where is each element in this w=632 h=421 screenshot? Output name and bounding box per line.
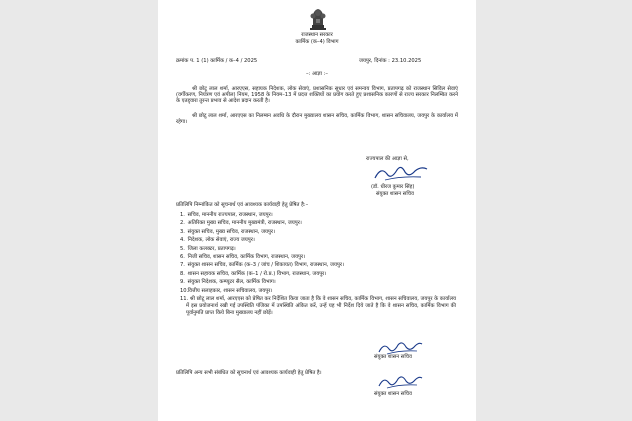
place-date: जयपुर, दिनांक : 23.10.2025 [359,58,422,64]
state-emblem-icon [304,5,332,31]
list-item: 11. श्री छोटू लाल शर्मा, आरएएस को प्रेषित कर निर्देशित किया जाता है कि वे शासन सचिव, कार्मिक विभाग, शासन सचिवालय, जयपुर के कार्यालय में इस प्रयोजनार्थ रखी गई उपस्थिति पंजिका में उपस्थिति अंकित करें, उन्हें यह भी निर्देश दिये जाते है कि वे शासन सचिव, कार्मिक विभाग की पूर्वानुमति प्राप्त किये बिना मुख्यालय नहीं छोड़ें। [180,296,456,316]
signatory2-designation: संयुक्त शासन सचिव [374,354,412,360]
list-item: 3. संयुक्त सचिव, मुख्य सचिव, राजस्थान, जयपुर। [180,228,275,235]
list-item: 8. शासन सहायक सचिव, कार्मिक (क–1 / रो.प्र.) विभाग, राजस्थान, जयपुर। [180,270,327,277]
copy-list [176,211,456,316]
order-number: क्रमांक प. 1 (1) कार्मिक / क–4 / 2025 [176,58,258,64]
signature-3 [375,373,425,391]
authority-line: राज्यपाल की आज्ञा से, [366,156,409,162]
body-paragraph-2: श्री छोटू लाल शर्मा, आरएएस का निलम्बन अवधि के दौरान मुख्यालय शासन सचिव, कार्मिक विभाग, शासन सचिवालय, जयपुर के कार्यालय में रहेगा। [176,113,458,126]
list-item: 1. सचिव, माननीय राज्यपाल, राजस्थान, जयपुर। [180,212,273,218]
list-item: 7. संयुक्त शासन सचिव, कार्मिक (क–3 / जांच / शिकायत) विभाग, राजस्थान, जयपुर। [180,262,344,269]
list-item: 6. निजी सचिव, शासन सचिव, कार्मिक विभाग, राजस्थान, जयपुर। [180,254,306,261]
order-title: –: आज्ञा :– [306,71,328,77]
header-line1: राजस्थान सरकार [301,32,333,38]
list-item: 9. संयुक्त निदेशक, कम्प्यूटर सैल, कार्मिक विभाग। [180,279,276,286]
list-item: 5. जिला कलक्टर, प्रतापगढ़। [180,245,236,252]
list-item: 2. अतिरिक्त मुख्य सचिव, माननीय मुख्यमंत्री, राजस्थान, जयपुर। [180,220,302,227]
signatory-designation: संयुक्त शासन सचिव [376,191,414,197]
signatory3-designation: संयुक्त शासन सचिव [374,391,412,397]
body-paragraph-1: श्री छोटू लाल शर्मा, आरएएस, सहायक निदेशक, लोक सेवाएं, प्रशासनिक सुधार एवं समन्वय विभाग, प्रतापगढ़ को राजस्थान सिविल सेवाएं (वर्गीकरण, नियंत्रण एवं अपील) नियम, 1958 के नियम–13 में प्रदत्त शक्तियों का प्रयोग करते हुए प्रशासनिक कारणों से राज्य सरकार निलम्बित करने के एतद्द्वारा तुरन्त प्रभाव से आदेश प्रदान करती है। [176,86,458,105]
signature-1 [371,162,431,184]
signatory-name: (डॉ. धीरज कुमार सिंह) [371,184,415,190]
list-item: 10. वित्तीय सलाहकार, शासन सचिवालय, जयपुर। [180,287,273,294]
list-item: 4. निदेशक, लोक सेवाएं, राज्य जयपुर। [180,237,255,244]
copy-others: प्रतिलिपि अन्य सभी संबंधित को सूचनार्थ एवं आवश्यक कार्यवाही हेतु प्रेषित है। [176,370,322,376]
copy-intro: प्रतिलिपि निम्नांकित को सूचनार्थ एवं आवश्यक कार्यवाही हेतु प्रेषित है:– [176,202,309,208]
header-line2: कार्मिक (क–4) विभाग [295,39,339,45]
document-page [158,0,476,421]
